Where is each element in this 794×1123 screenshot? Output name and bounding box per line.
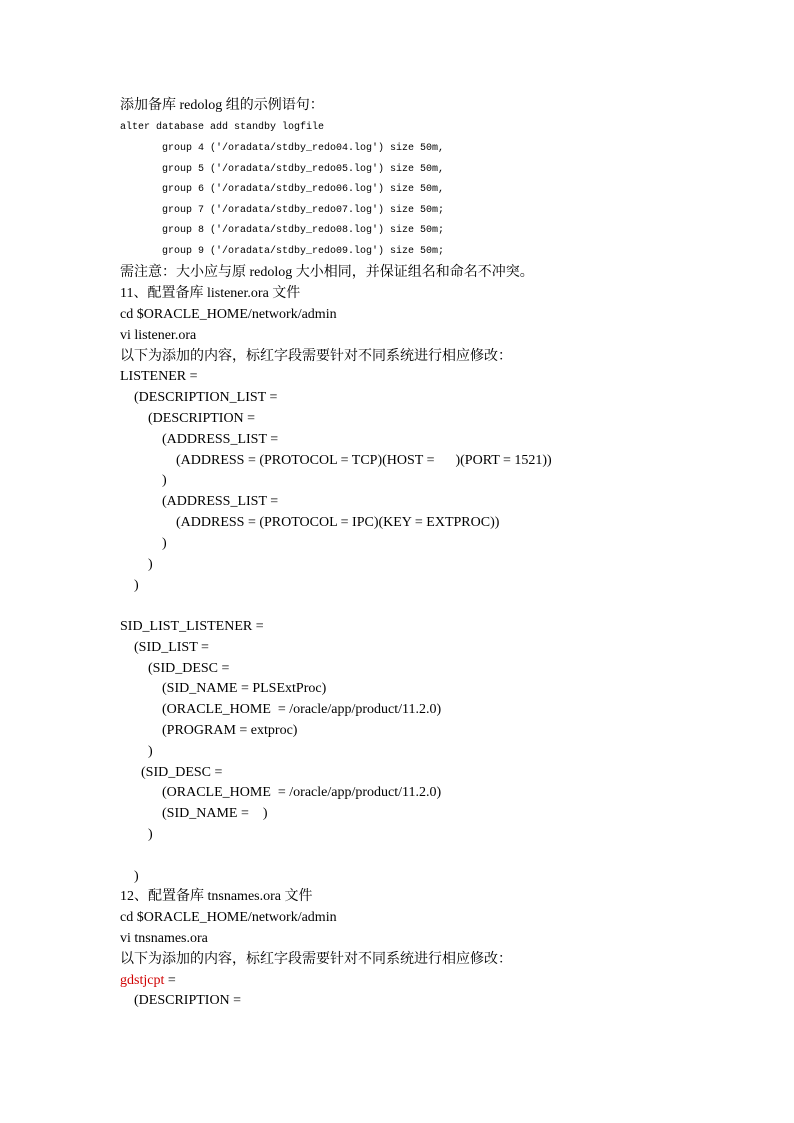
listener-config-line: (DESCRIPTION_LIST = [134, 390, 278, 405]
section11-heading: 11、配置备库 listener.ora 文件 [120, 286, 301, 301]
sid-config-line: ) [134, 869, 139, 884]
listener-config-line: ) [148, 557, 153, 572]
sid-config-line: SID_LIST_LISTENER = [120, 619, 264, 634]
tns-alias-suffix: = [164, 973, 176, 988]
listener-config-line: LISTENER = [120, 369, 198, 384]
sid-config-line: (ORACLE_HOME = /oracle/app/product/11.2.0) [162, 785, 442, 800]
listener-config-line: (DESCRIPTION = [148, 411, 256, 426]
tns-alias-name: gdstjcpt [120, 973, 165, 988]
sid-config-line: (SID_LIST = [134, 640, 209, 655]
listener-config-line: (ADDRESS_LIST = [162, 432, 279, 447]
sid-config-line: (SID_DESC = [148, 661, 230, 676]
sid-config-line: (PROGRAM = extproc) [162, 723, 298, 738]
listener-config-line: (ADDRESS = (PROTOCOL = TCP)(HOST = )(PORT = 1521)) [176, 453, 552, 468]
section12-vi-command: vi tnsnames.ora [120, 931, 208, 946]
sql-line: alter database add standby logfile [120, 122, 325, 133]
tns-alias-line [120, 971, 176, 991]
sql-line: group 4 ('/oradata/stdby_redo04.log') size 50m, [162, 143, 445, 154]
sid-config-line: (SID_NAME = PLSExtProc) [162, 681, 327, 696]
section12-heading: 12、配置备库 tnsnames.ora 文件 [120, 889, 313, 904]
section11-description: 以下为添加的内容，标红字段需要针对不同系统进行相应修改： [120, 349, 512, 364]
sid-config-line: ) [148, 827, 153, 842]
sid-config-line: ) [148, 744, 153, 759]
sid-config-line: (ORACLE_HOME = /oracle/app/product/11.2.0) [162, 702, 442, 717]
listener-config-line: ) [134, 578, 139, 593]
listener-config-line: ) [162, 473, 167, 488]
section11-cd-command: cd $ORACLE_HOME/network/admin [120, 307, 337, 322]
section12-description: 以下为添加的内容，标红字段需要针对不同系统进行相应修改： [120, 952, 512, 967]
note-text: 需注意：大小应与原 redolog 大小相同，并保证组名和命名不冲突。 [120, 265, 534, 280]
tns-config-line: (DESCRIPTION = [134, 993, 242, 1008]
sid-config-line: (SID_DESC = [141, 765, 223, 780]
sql-line: group 7 ('/oradata/stdby_redo07.log') size 50m; [162, 205, 445, 216]
sql-line: group 6 ('/oradata/stdby_redo06.log') size 50m, [162, 184, 445, 195]
sql-line: group 5 ('/oradata/stdby_redo05.log') size 50m, [162, 164, 445, 175]
listener-config-line: ) [162, 536, 167, 551]
listener-config-line: (ADDRESS = (PROTOCOL = IPC)(KEY = EXTPROC)) [176, 515, 500, 530]
section12-cd-command: cd $ORACLE_HOME/network/admin [120, 910, 337, 925]
listener-config-line: (ADDRESS_LIST = [162, 494, 279, 509]
sql-line: group 8 ('/oradata/stdby_redo08.log') size 50m; [162, 225, 445, 236]
sid-config-line: (SID_NAME = ) [162, 806, 268, 821]
sql-line: group 9 ('/oradata/stdby_redo09.log') size 50m; [162, 246, 445, 257]
redolog-intro-heading: 添加备库 redolog 组的示例语句： [120, 98, 324, 113]
section11-vi-command: vi listener.ora [120, 328, 197, 343]
